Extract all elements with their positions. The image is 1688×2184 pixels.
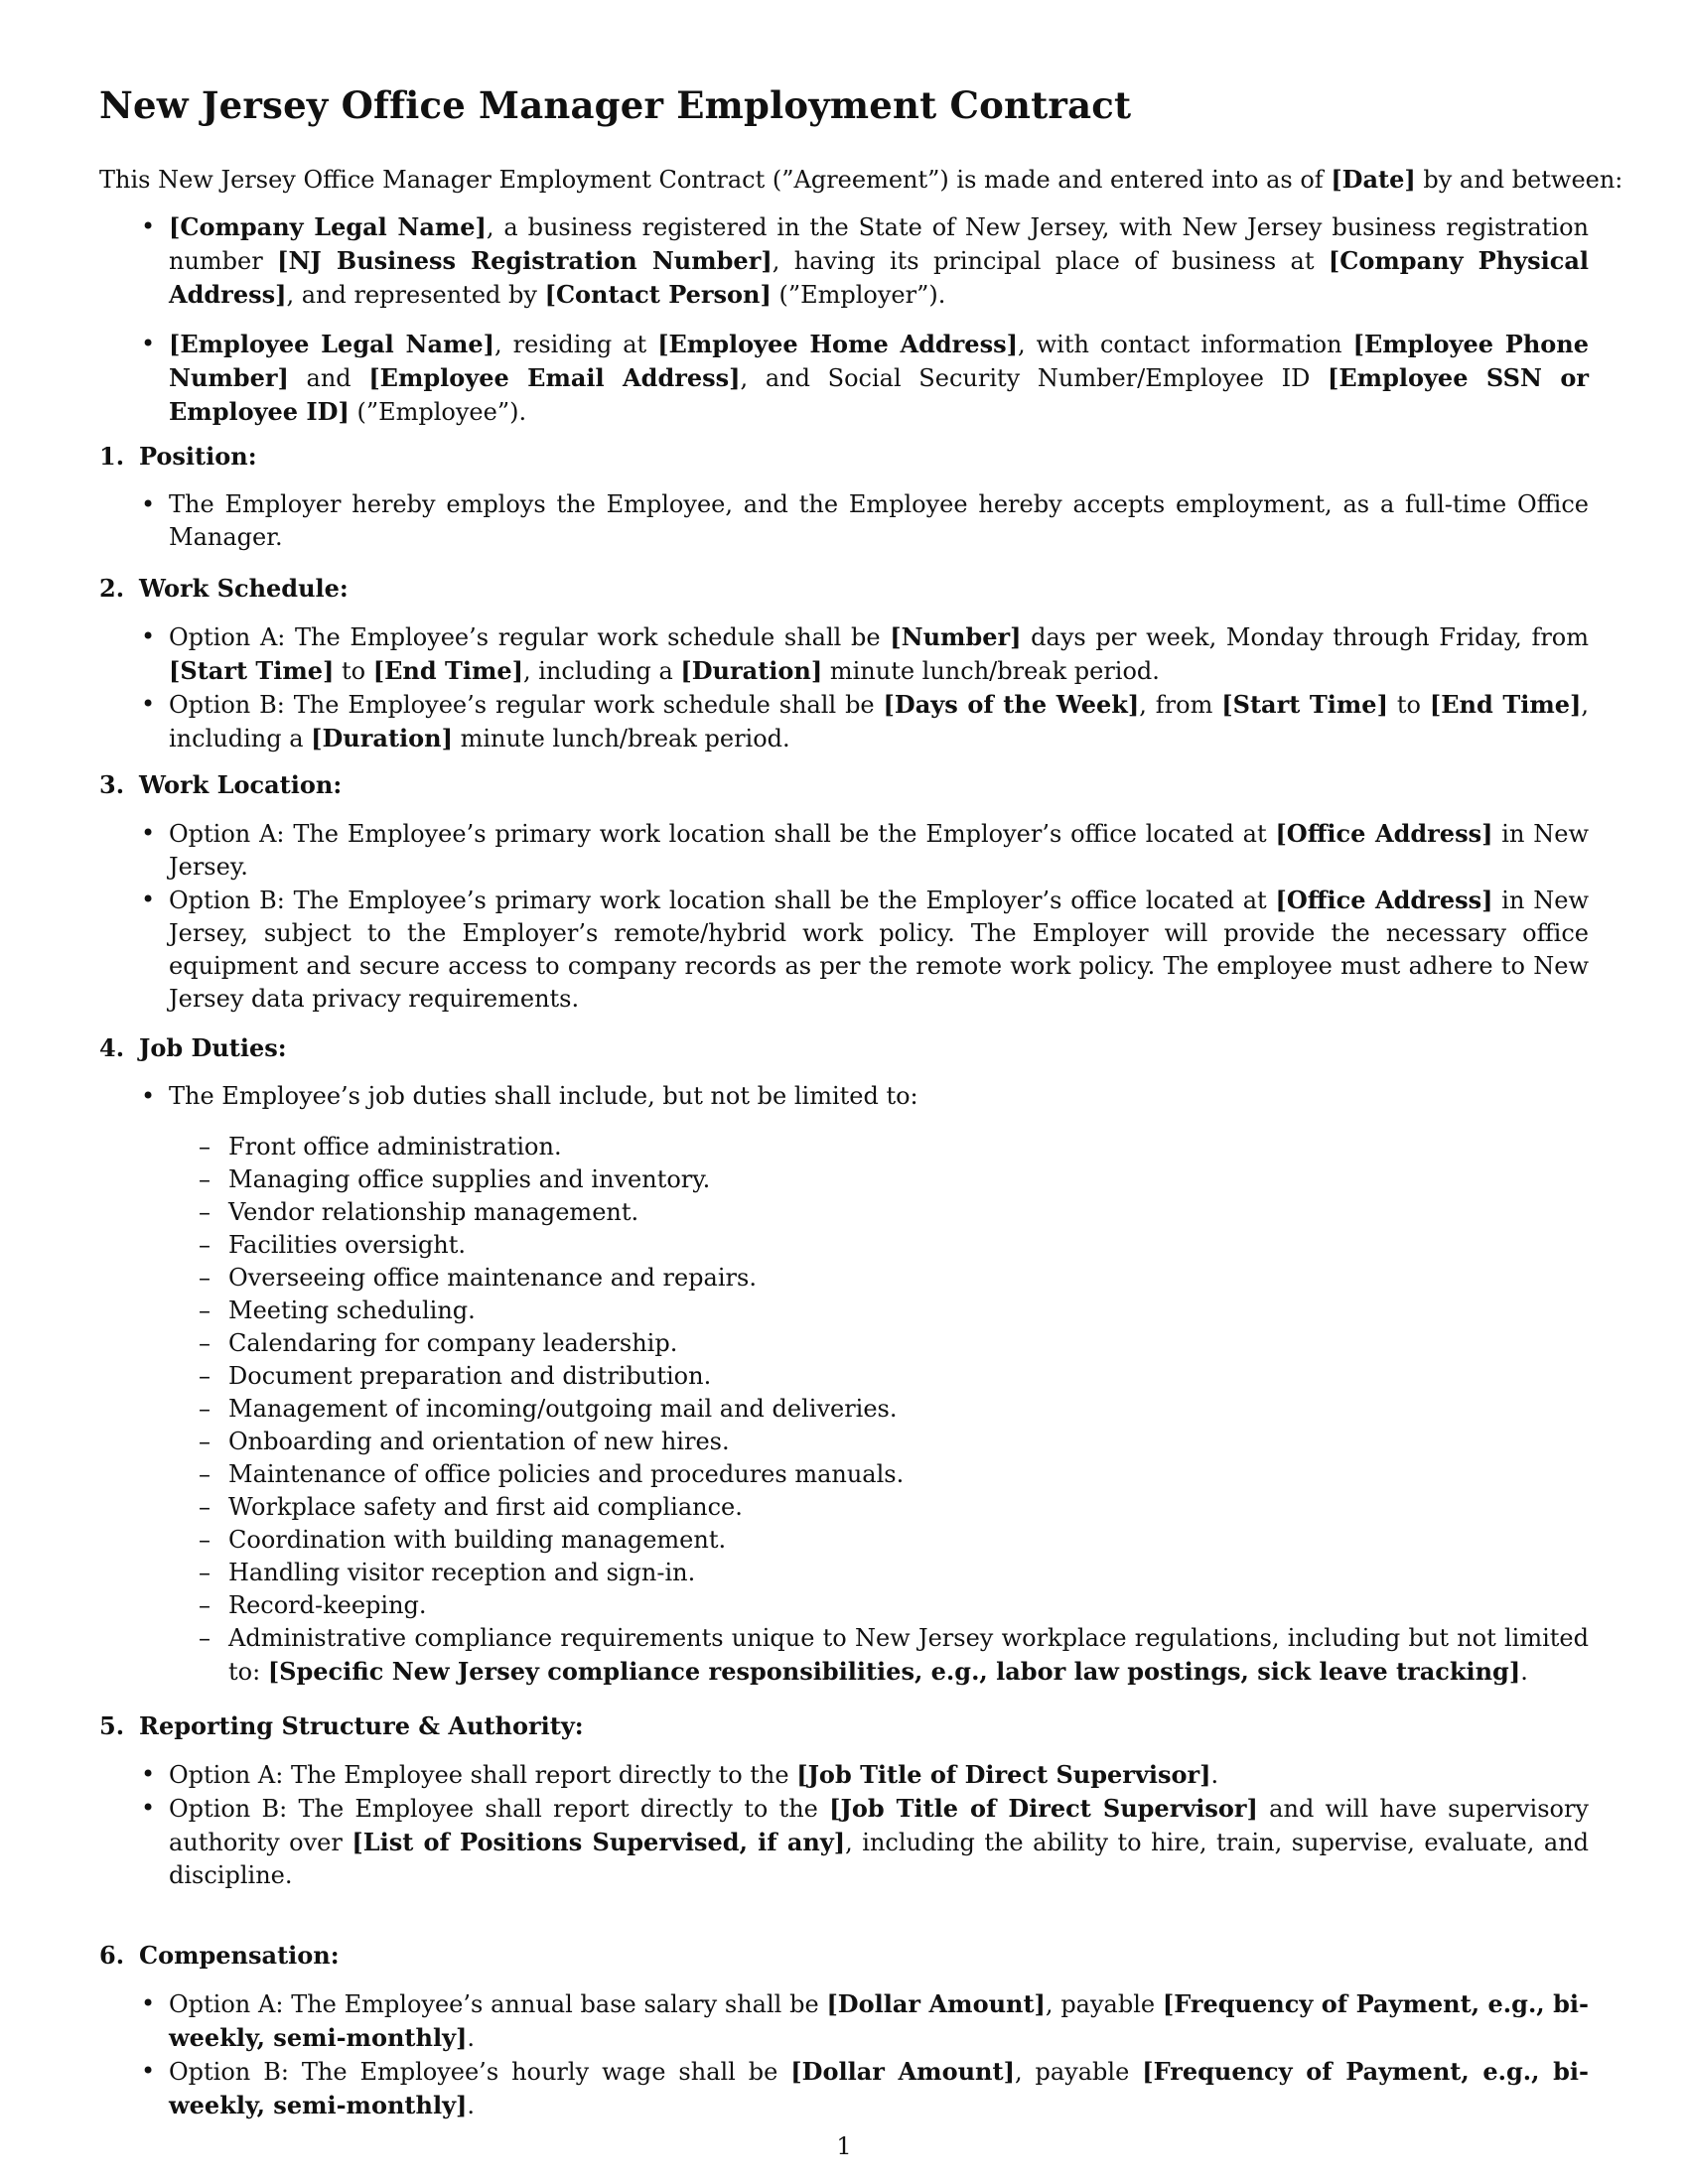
text: (”Employer”). [771, 281, 946, 309]
page-number: 1 [836, 2132, 852, 2160]
text: in New Jersey. [169, 820, 1589, 881]
list-item: – Front office administration. [169, 1131, 1589, 1163]
duties-list [169, 1131, 1589, 1689]
list-item: – Maintenance of office policies and procedures manuals. [169, 1458, 1589, 1491]
text: . [1520, 1658, 1528, 1686]
list-item: – Coordination with building management. [169, 1524, 1589, 1557]
text: [Frequency of Payment, e.g., bi-weekly, semi-monthly] [169, 2057, 1590, 2119]
list-item: – Workplace safety and first aid compliance. [169, 1491, 1589, 1524]
text: [List of Positions Supervised, if any] [352, 1828, 846, 1856]
text: Option A: The Employee’s regular work schedule shall be [169, 623, 891, 651]
employee-party [99, 328, 1589, 429]
text: Option A: The Employee’s primary work location shall be the Employer’s office located at [169, 820, 1276, 848]
employee-name-field: [Employee Legal Name] [169, 330, 495, 358]
list-item: – Calendaring for company leadership. [169, 1327, 1589, 1360]
text: to [1387, 691, 1430, 719]
text: [Frequency of Payment, e.g., bi-weekly, semi-monthly] [169, 1989, 1590, 2052]
section-reporting [99, 1758, 1589, 1892]
text: [Dollar Amount] [790, 2057, 1015, 2086]
text: Option A: The Employee shall report directly to the [169, 1761, 797, 1789]
text: Compensation: [139, 1941, 340, 1970]
text: Work Schedule: [139, 574, 349, 603]
list-item: – Record-keeping. [169, 1589, 1589, 1622]
text: and [288, 364, 369, 392]
text: Option A: The Employee’s annual base salary shall be [169, 1990, 827, 2018]
text: , including a [523, 657, 681, 685]
list-item: – Document preparation and distribution. [169, 1360, 1589, 1393]
location-option-b [99, 884, 1589, 1016]
text: [Duration] [311, 724, 453, 752]
text: 2. [99, 574, 125, 603]
text: . [1210, 1761, 1219, 1789]
list-item: – Overseeing office maintenance and repairs. [169, 1262, 1589, 1295]
text: Reporting Structure & Authority: [139, 1711, 584, 1740]
text: , payable [1045, 1990, 1163, 2018]
list-item: – Management of incoming/outgoing mail and deliveries. [169, 1393, 1589, 1426]
intro-paragraph [99, 163, 1623, 197]
text: 4. [99, 1033, 125, 1062]
text: Option B: The Employee’s primary work location shall be the Employer’s office located at [169, 887, 1276, 914]
text: Option B: The Employee shall report directly to the [169, 1795, 830, 1823]
section-work-location [99, 817, 1589, 1016]
text: Option B: The Employee’s regular work schedule shall be [169, 691, 884, 719]
text: Work Location: [139, 770, 343, 799]
section-position [99, 488, 1589, 554]
intro-text-end: by and between: [1415, 166, 1623, 194]
text: , and Social Security Number/Employee ID [740, 364, 1329, 392]
reporting-option-b [99, 1792, 1589, 1892]
text: and will have supervisory authority over [169, 1795, 1589, 1856]
text: [Job Title of Direct Supervisor] [796, 1760, 1211, 1789]
company-address-field: [Company Physical Address] [169, 246, 1589, 309]
employee-ssn-field: [Employee SSN or Employee ID] [169, 363, 1589, 426]
employee-email-field: [Employee Email Address] [368, 363, 741, 392]
section-heading-job-duties [99, 1031, 287, 1064]
text: Job Duties: [139, 1033, 287, 1062]
list-item: – Facilities oversight. [169, 1229, 1589, 1262]
duties-lead [99, 1080, 1589, 1689]
text: , having its principal place of business at [772, 247, 1329, 275]
text: to [334, 657, 373, 685]
section-heading-reporting [99, 1709, 584, 1742]
document-title: New Jersey Office Manager Employment Contract [99, 83, 1132, 127]
intro-text: This New Jersey Office Manager Employment Contract (”Agreement”) is made and entered into as of [99, 166, 1332, 194]
text: , residing at [494, 331, 658, 358]
text: . [467, 2024, 476, 2052]
text: minute lunch/break period. [452, 725, 790, 752]
text: [Start Time] [1221, 690, 1388, 719]
list-item: – Meeting scheduling. [169, 1295, 1589, 1327]
text: , from [1139, 691, 1222, 719]
text: , including a [169, 691, 1589, 752]
list-item: – Vendor relationship management. [169, 1196, 1589, 1229]
text: Option B: The Employee’s hourly wage shall be [169, 2058, 791, 2086]
parties-list [99, 210, 1589, 429]
schedule-option-a [99, 620, 1589, 688]
section-job-duties [99, 1080, 1589, 1689]
contact-person-field: [Contact Person] [544, 280, 772, 309]
section-work-schedule [99, 620, 1589, 755]
list-item: – Onboarding and orientation of new hires. [169, 1426, 1589, 1458]
company-name-field: [Company Legal Name] [169, 212, 487, 241]
text: , including the ability to hire, train, supervise, evaluate, and discipline. [169, 1829, 1590, 1889]
list-item: – Managing office supplies and inventory. [169, 1163, 1589, 1196]
text: [End Time] [1429, 690, 1582, 719]
text: (”Employee”). [349, 398, 527, 426]
registration-field: [NJ Business Registration Number] [277, 246, 773, 275]
text: , and represented by [286, 281, 545, 309]
section-compensation [99, 1987, 1589, 2122]
text: [Specific New Jersey compliance responsibilities, e.g., labor law postings, sick leave tracking] [267, 1657, 1521, 1686]
employee-phone-field: [Employee Phone Number] [169, 330, 1589, 392]
text: [Dollar Amount] [826, 1989, 1046, 2018]
text: minute lunch/break period. [822, 657, 1160, 685]
section-heading-compensation [99, 1939, 340, 1972]
text: [Start Time] [169, 656, 335, 685]
text: Position: [139, 442, 257, 471]
section-heading-work-location [99, 768, 342, 801]
date-field: [Date] [1331, 165, 1416, 194]
schedule-option-b [99, 688, 1589, 755]
text: [Job Title of Direct Supervisor] [829, 1794, 1258, 1823]
text: [End Time] [372, 656, 523, 685]
section-heading-work-schedule [99, 572, 349, 605]
text: 5. [99, 1711, 125, 1740]
compensation-option-b [99, 2055, 1589, 2122]
location-option-a [99, 817, 1589, 884]
text: The Employee’s job duties shall include, but not be limited to: [169, 1082, 918, 1110]
employer-party [99, 210, 1589, 312]
text: [Days of the Week] [883, 690, 1140, 719]
employee-address-field: [Employee Home Address] [657, 330, 1018, 358]
position-item: • The Employer hereby employs the Employee, and the Employee hereby accepts employment, as a full-time Office Manager. [99, 488, 1589, 554]
reporting-option-a [99, 1758, 1589, 1792]
compensation-option-a [99, 1987, 1589, 2055]
text: [Number] [890, 622, 1022, 651]
document-page [99, 0, 1623, 2184]
text: , payable [1014, 2058, 1143, 2086]
text: [Duration] [680, 656, 823, 685]
text: [Office Address] [1275, 819, 1493, 848]
text: 1. [99, 442, 125, 471]
compliance-duty [169, 1622, 1589, 1689]
text: . [467, 2092, 476, 2119]
text: [Office Address] [1275, 886, 1493, 914]
text: Administrative compliance requirements unique to New Jersey workplace regulations, including but not limited to: [228, 1624, 1589, 1686]
text: , a business registered in the State of New Jersey, with New Jersey business registration number [169, 213, 1589, 275]
text: 3. [99, 770, 125, 799]
text: in New Jersey, subject to the Employer’s remote/hybrid work policy. The Employer will provide the necessary office equipment and secure access to company records as per the remote work policy. The employee must adhere to New Jersey data privacy requirements. [169, 887, 1590, 1013]
section-heading-position [99, 440, 257, 473]
text: days per week, Monday through Friday, from [1021, 623, 1590, 651]
text: 6. [99, 1941, 125, 1970]
text: , with contact information [1017, 331, 1353, 358]
list-item: – Handling visitor reception and sign-in. [169, 1557, 1589, 1589]
